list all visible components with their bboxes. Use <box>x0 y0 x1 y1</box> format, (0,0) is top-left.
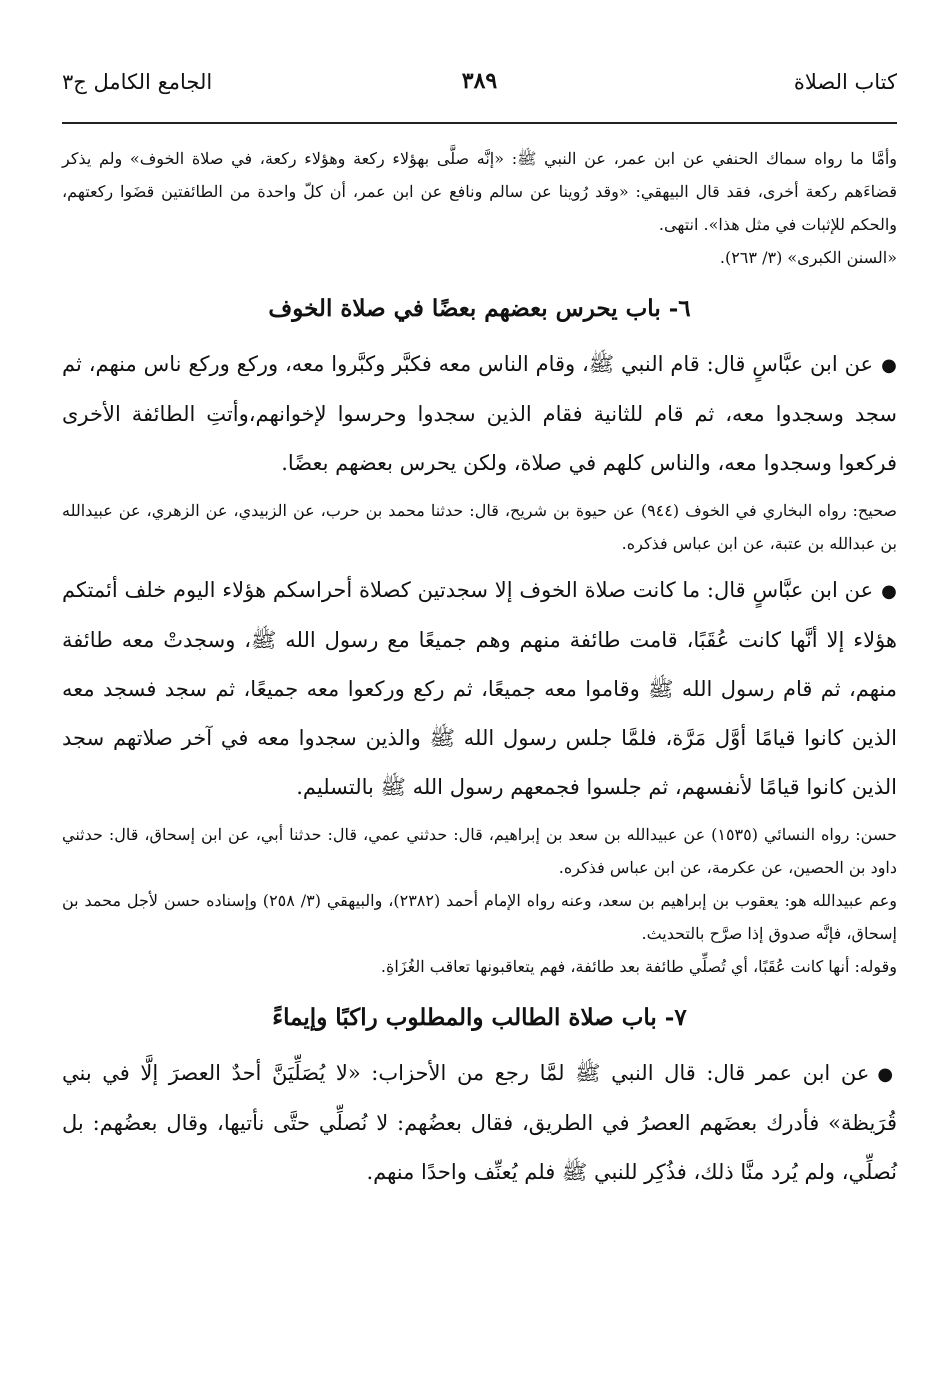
hadith-6-2 <box>62 566 897 812</box>
book-title: الجامع الكامل ج٣ <box>62 70 213 94</box>
takhrij-6-2-c: وقوله: أنها كانت عُقَبًا، أي تُصلِّي طائفة بعد طائفة، فهم يتعاقبونها تعاقب الغُزَاةِ. <box>380 957 897 976</box>
intro-note-source: «السنن الكبرى» (٣/ ٢٦٣). <box>719 248 897 267</box>
hadith-6-1 <box>62 340 897 488</box>
intro-note: وأمَّا ما رواه سماك الحنفي عن ابن عمر، عن النبي ﷺ: «إنَّه صلَّى بهؤلاء ركعة وهؤلاء ركعة، في صلاة الخوف» ولم يذكر قضاءَهم ركعة أخرى، فقد قال البيهقي: «وقد رُوينا عن سالم ونافع عن ابن عمر، أن كلّ واحدة من الطائفتين قضَوا ركعتهم، والحكم للإثبات في مثل هذا». انتهى. <box>62 149 898 234</box>
bullet-icon: ● <box>881 581 897 602</box>
chapter-heading-6: ٦- باب يحرس بعضهم بعضًا في صلاة الخوف <box>268 295 691 322</box>
hadith-7-1 <box>62 1049 897 1197</box>
book-page <box>62 60 897 1360</box>
bullet-icon: ● <box>881 355 897 376</box>
takhrij-6-2-a: حسن: رواه النسائي (١٥٣٥) عن عبيدالله بن سعد بن إبراهيم، قال: حدثني عمي، قال: حدثنا أبي، عن ابن إسحاق، قال: حدثني داود بن الحصين، عن عكرمة، عن ابن عباس فذكره. <box>62 825 897 877</box>
takhrij-6-1: صحيح: رواه البخاري في الخوف (٩٤٤) عن حيوة بن شريح، قال: حدثنا محمد بن حرب، عن الزبيدي، عن الزهري، عن عبيدالله بن عبدالله بن عتبة، عن ابن عباس فذكره. <box>62 501 898 553</box>
chapter-heading-7: ٧- باب صلاة الطالب والمطلوب راكبًا وإيماءً <box>272 1004 687 1031</box>
hadith-text: عن ابن عبَّاسٍ قال: قام النبي ﷺ، وقام الناس معه فكبَّر وكبَّروا معه، وركع وركع ناس منهم، ثم سجد وسجدوا معه، ثم قام للثانية فقام الذين سجدوا وحرسوا لإخوانهم،وأتتِ الطائفة الأخرى فركعوا وسجدوا معه، والناس كلهم في صلاة، ولكن يحرس بعضهم بعضًا. <box>62 352 897 475</box>
page-number: ٣٨٩ <box>461 68 498 94</box>
hadith-text: عن ابن عمر قال: قال النبي ﷺ لمَّا رجع من الأحزاب: «لا يُصَلِّيَنَّ أحدٌ العصرَ إلَّا في بني قُرَيظة» فأدرك بعضَهم العصرُ في الطريق، فقال بعضُهم: لا نُصلِّي حتَّى نأتيها، وقال بعضُهم: بل نُصلِّي، ولم يُرد منَّا ذلك، فذُكِر للنبي ﷺ فلم يُعنِّف واحدًا منهم. <box>62 1061 897 1184</box>
takhrij-6-2-b: وعم عبيدالله هو: يعقوب بن إبراهيم بن سعد، وعنه رواه الإمام أحمد (٢٣٨٢)، والبيهقي (٣/ ٢٥٨) وإسناده حسن لأجل محمد بن إسحاق، فإنَّه صدوق إذا صرَّح بالتحديث. <box>62 891 898 943</box>
page-content <box>62 142 897 1197</box>
hadith-text: عن ابن عبَّاسٍ قال: ما كانت صلاة الخوف إلا سجدتين كصلاة أحراسكم هؤلاء اليوم خلف أئمتكم هؤلاء إلا أنَّها كانت عُقَبًا، قامت طائفة منهم وهم جميعًا مع رسول الله ﷺ، وسجدتْ معه طائفة منهم، ثم قام رسول الله ﷺ وقاموا معه جميعًا، ثم ركع وركعوا معه جميعًا، ثم سجد فسجد معه الذين كانوا قيامًا أوَّل مَرَّة، فلمَّا جلس رسول الله ﷺ والذين سجدوا معه في آخر صلاتهم سجد الذين كانوا قيامًا لأنفسهم، ثم جلسوا فجمعهم رسول الله ﷺ بالتسليم. <box>62 578 897 799</box>
page-header <box>62 60 897 110</box>
book-section-title: كتاب الصلاة <box>793 70 897 94</box>
bullet-icon: ● <box>877 1064 897 1085</box>
header-rule <box>62 122 897 124</box>
